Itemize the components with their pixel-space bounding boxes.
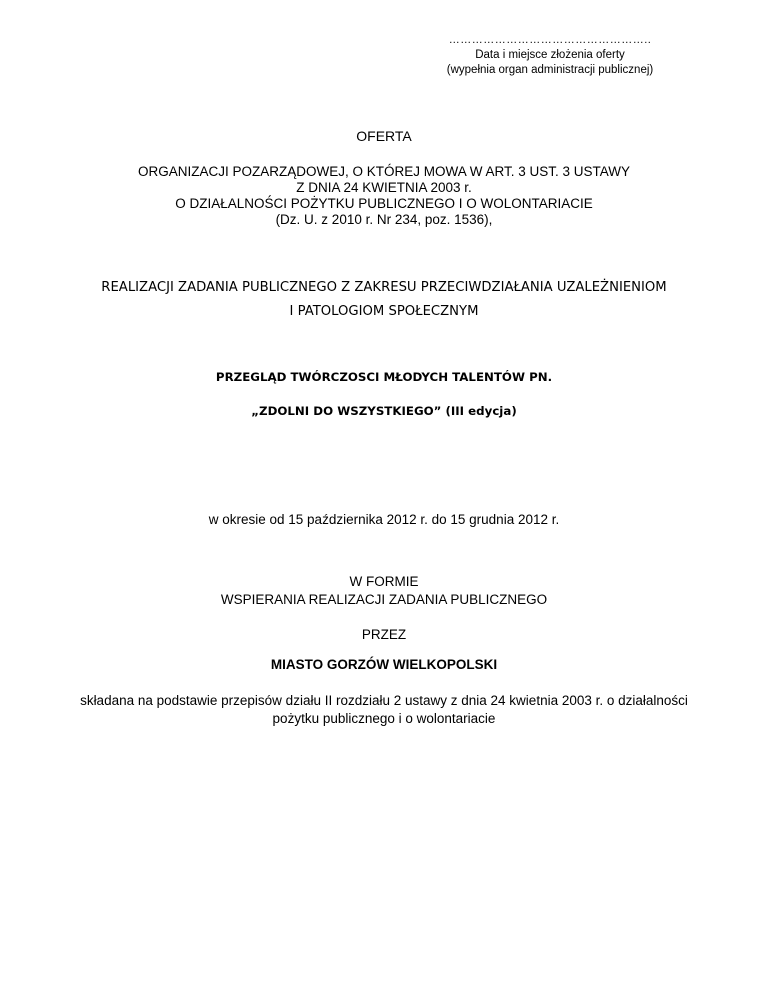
organization-line-3: O DZIAŁALNOŚCI POŻYTKU PUBLICZNEGO I O WOLONTARIACIE: [175, 196, 593, 211]
task-scope-block: [0, 276, 768, 324]
form-line-1: W FORMIE: [349, 574, 419, 589]
submission-line-1: składana na podstawie przepisów działu II rozdziału 2 ustawy z dnia 24 kwietnia 2003 r. o działalności: [80, 693, 688, 708]
task-scope-line-1: REALIZACJI ZADANIA PUBLICZNEGO Z ZAKRESU PRZECIWDZIAŁANIA UZALEŻNIENIOM: [101, 280, 667, 295]
document-title: OFERTA: [356, 128, 412, 144]
project-subtitle: „ZDOLNI DO WSZYSTKIEGO” (III edycja): [251, 404, 517, 418]
form-block: [0, 573, 768, 609]
organization-line-4: (Dz. U. z 2010 r. Nr 234, poz. 1536),: [275, 212, 493, 227]
admin-fill-note: (wypełnia organ administracji publicznej): [446, 64, 654, 76]
date-place-label: Data i miejsce złożenia oferty: [475, 49, 625, 61]
period-text: w okresie od 15 października 2012 r. do 15 grudnia 2012 r.: [208, 512, 560, 527]
by-label: PRZEZ: [361, 627, 407, 642]
city-name: MIASTO GORZÓW WIELKOPOLSKI: [270, 657, 498, 672]
task-scope-line-2: I PATOLOGIOM SPOŁECZNYM: [289, 304, 479, 319]
organization-line-2: Z DNIA 24 KWIETNIA 2003 r.: [296, 180, 472, 195]
submission-basis: [20, 692, 748, 728]
submission-date-box: [415, 33, 685, 78]
organization-line-1: ORGANIZACJI POZARZĄDOWEJ, O KTÓREJ MOWA W ART. 3 UST. 3 USTAWY: [137, 164, 631, 179]
project-name: PRZEGLĄD TWÓRCZOSCI MŁODYCH TALENTÓW PN.: [215, 370, 553, 384]
form-line-2: WSPIERANIA REALIZACJI ZADANIA PUBLICZNEGO: [220, 592, 548, 607]
organization-block: [0, 164, 768, 228]
submission-line-2: pożytku publicznego i o wolontariacie: [272, 711, 496, 726]
date-placeholder-dots: ……………………………………………..: [448, 34, 652, 46]
